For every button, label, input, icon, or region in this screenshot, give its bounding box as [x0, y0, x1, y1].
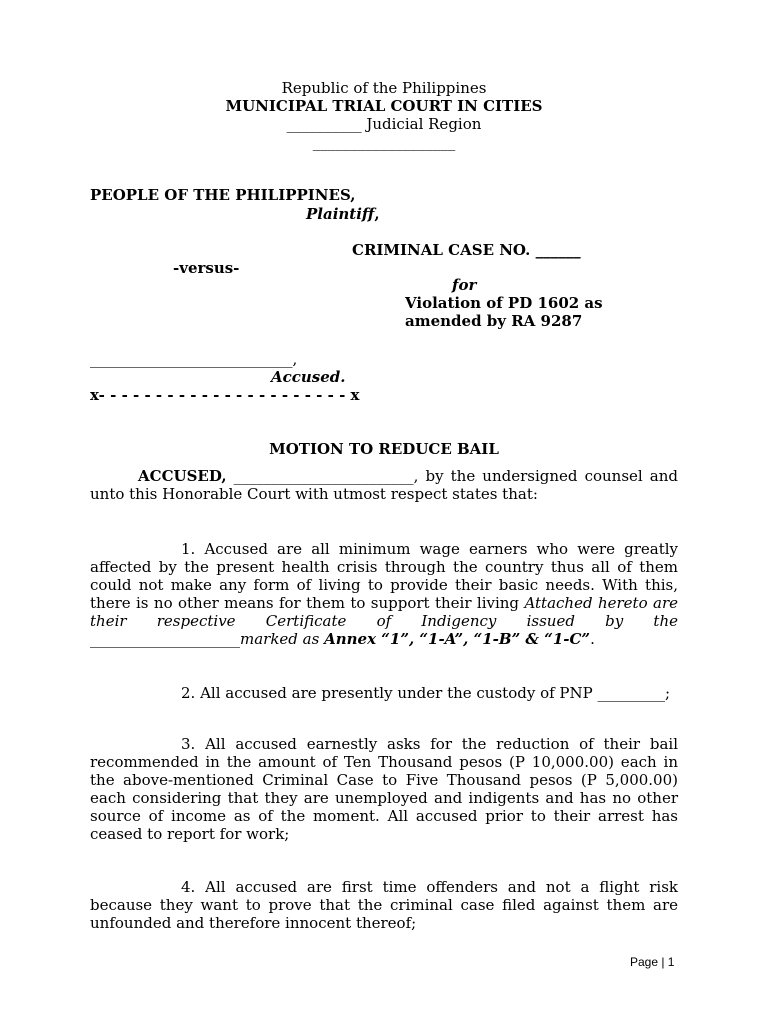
p1-text: 1. Accused are all minimum wage earners who were greatly affected by the present health crisis through the country thus all of them could not make any form of living to provide their basic needs. With this, there is no other means for them to support their living: [90, 540, 678, 612]
violation-line-2: amended by RA 9287: [405, 312, 583, 330]
accused-label: Accused.: [271, 368, 346, 386]
caption-separator: x- - - - - - - - - - - - - - - - - - - - - - x: [90, 386, 360, 404]
header-region: __________ Judicial Region: [286, 115, 482, 133]
paragraph-1: [90, 540, 678, 648]
header-republic: Republic of the Philippines: [281, 79, 487, 97]
p1-attached-text: Attached hereto are their respective Certificate of Indigency issued by the ____________________marked as: [90, 594, 678, 648]
intro-text: by the undersigned counsel and unto this Honorable Court with utmost respect states that:: [90, 467, 678, 503]
plaintiff-role-comma: ,: [374, 205, 380, 223]
violation-line-1: Violation of PD 1602 as: [405, 294, 603, 312]
header-court: MUNICIPAL TRIAL COURT IN CITIES: [225, 97, 543, 115]
p1-annex-text: Annex “1”, “1-A”, “1-B” & “1-C”: [324, 630, 591, 648]
criminal-case-no: CRIMINAL CASE NO. ______: [352, 241, 581, 259]
plaintiff-role: Plaintiff: [306, 205, 375, 223]
intro-accused: ACCUSED,: [138, 467, 227, 485]
intro-accused-blank: ________________________,: [233, 467, 419, 485]
motion-title: MOTION TO REDUCE BAIL: [269, 440, 499, 458]
p3-text: 3. All accused earnestly asks for the reduction of their bail recommended in the amount of Ten Thousand pesos (P 10,000.00) each in the above-mentioned Criminal Case to Five Thousand pesos (P 5,000.00) each considering that they are unemployed and indigents and has no other source of income as of the moment. All accused prior to their arrest has ceased to report for work;: [90, 735, 678, 843]
intro-paragraph: [90, 467, 678, 503]
accused-name-blank: ___________________________,: [90, 350, 298, 368]
versus-label: -versus-: [173, 259, 240, 277]
header-branch-blank: ___________________: [312, 133, 456, 151]
plaintiff-role-line: [306, 205, 380, 223]
for-label: for: [452, 276, 477, 294]
plaintiff-name: PEOPLE OF THE PHILIPPINES,: [90, 186, 356, 204]
page-number: Page | 1: [630, 955, 675, 969]
p1-end: .: [590, 630, 595, 648]
p4-text: 4. All accused are first time offenders and not a flight risk because they want to prove that the criminal case filed against them are unfounded and therefore innocent thereof;: [90, 878, 678, 932]
paragraph-2: [90, 684, 678, 702]
paragraph-4: [90, 878, 678, 932]
paragraph-3: [90, 735, 678, 843]
p2-text: 2. All accused are presently under the custody of PNP _________;: [181, 684, 671, 702]
